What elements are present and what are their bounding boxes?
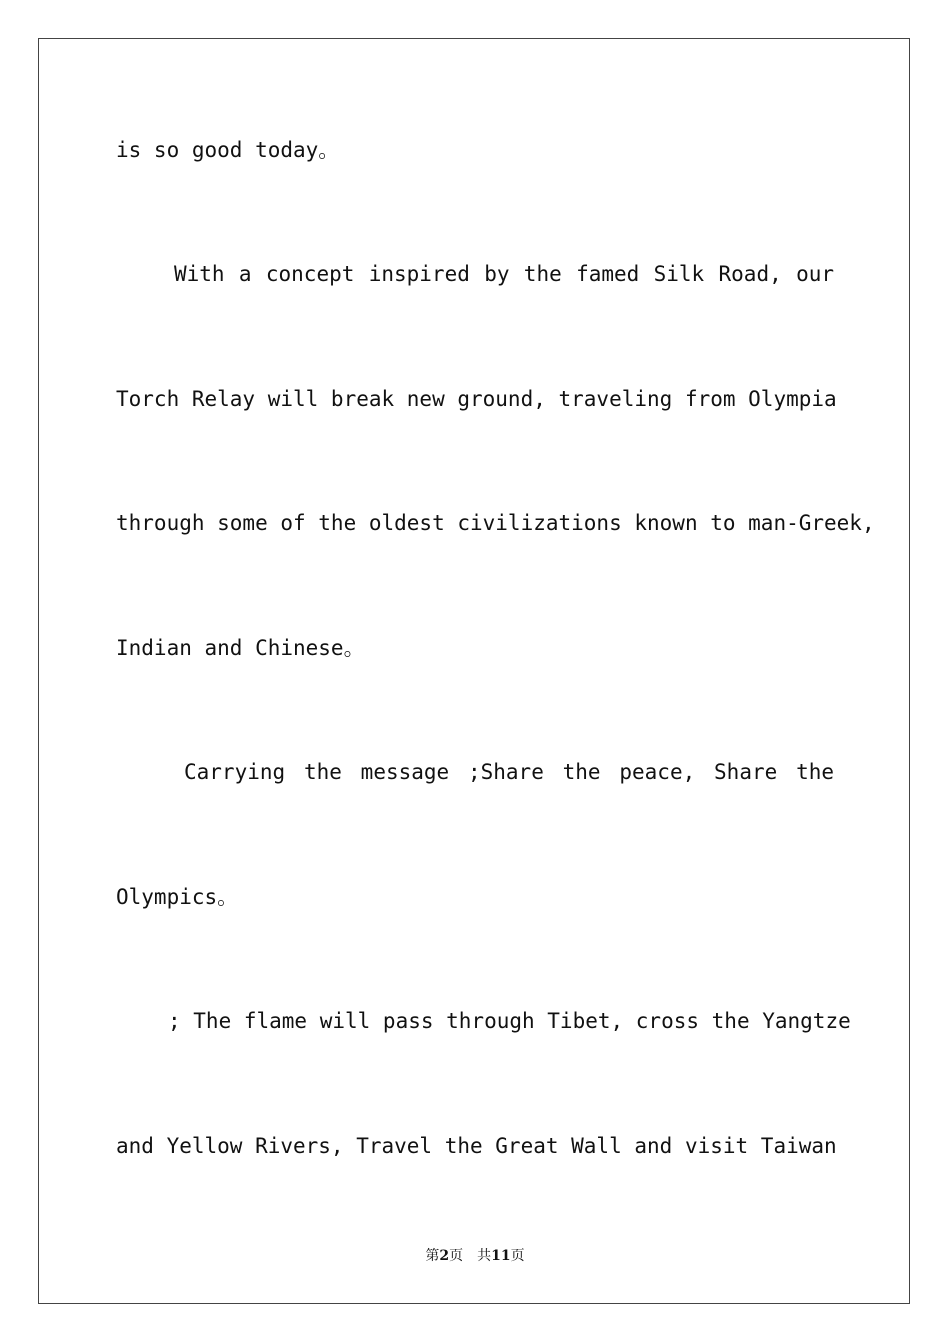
footer-prefix: 第 [425, 1248, 440, 1264]
page-footer [0, 1246, 950, 1266]
text-line-9: and Yellow Rivers, Travel the Great Wall and visit Taiwan [116, 1134, 837, 1158]
text-line-6: Carrying the message ;Share the peace, Share the [184, 760, 834, 784]
page-frame [38, 38, 910, 1304]
footer-suffix: 页 [510, 1248, 525, 1264]
text-line-7: Olympics。 [116, 885, 239, 909]
text-line-2: With a concept inspired by the famed Silk Road, our [174, 262, 834, 286]
footer-middle: 页 共 [449, 1248, 492, 1264]
text-line-1: is so good today。 [116, 138, 340, 162]
total-pages-number: 11 [491, 1248, 511, 1264]
current-page-number: 2 [439, 1248, 450, 1264]
text-line-4: through some of the oldest civilizations known to man-Greek, [116, 511, 875, 535]
text-line-3: Torch Relay will break new ground, traveling from Olympia [116, 387, 837, 411]
text-line-8: ; The flame will pass through Tibet, cross the Yangtze [168, 1009, 851, 1033]
text-line-5: Indian and Chinese。 [116, 636, 365, 660]
